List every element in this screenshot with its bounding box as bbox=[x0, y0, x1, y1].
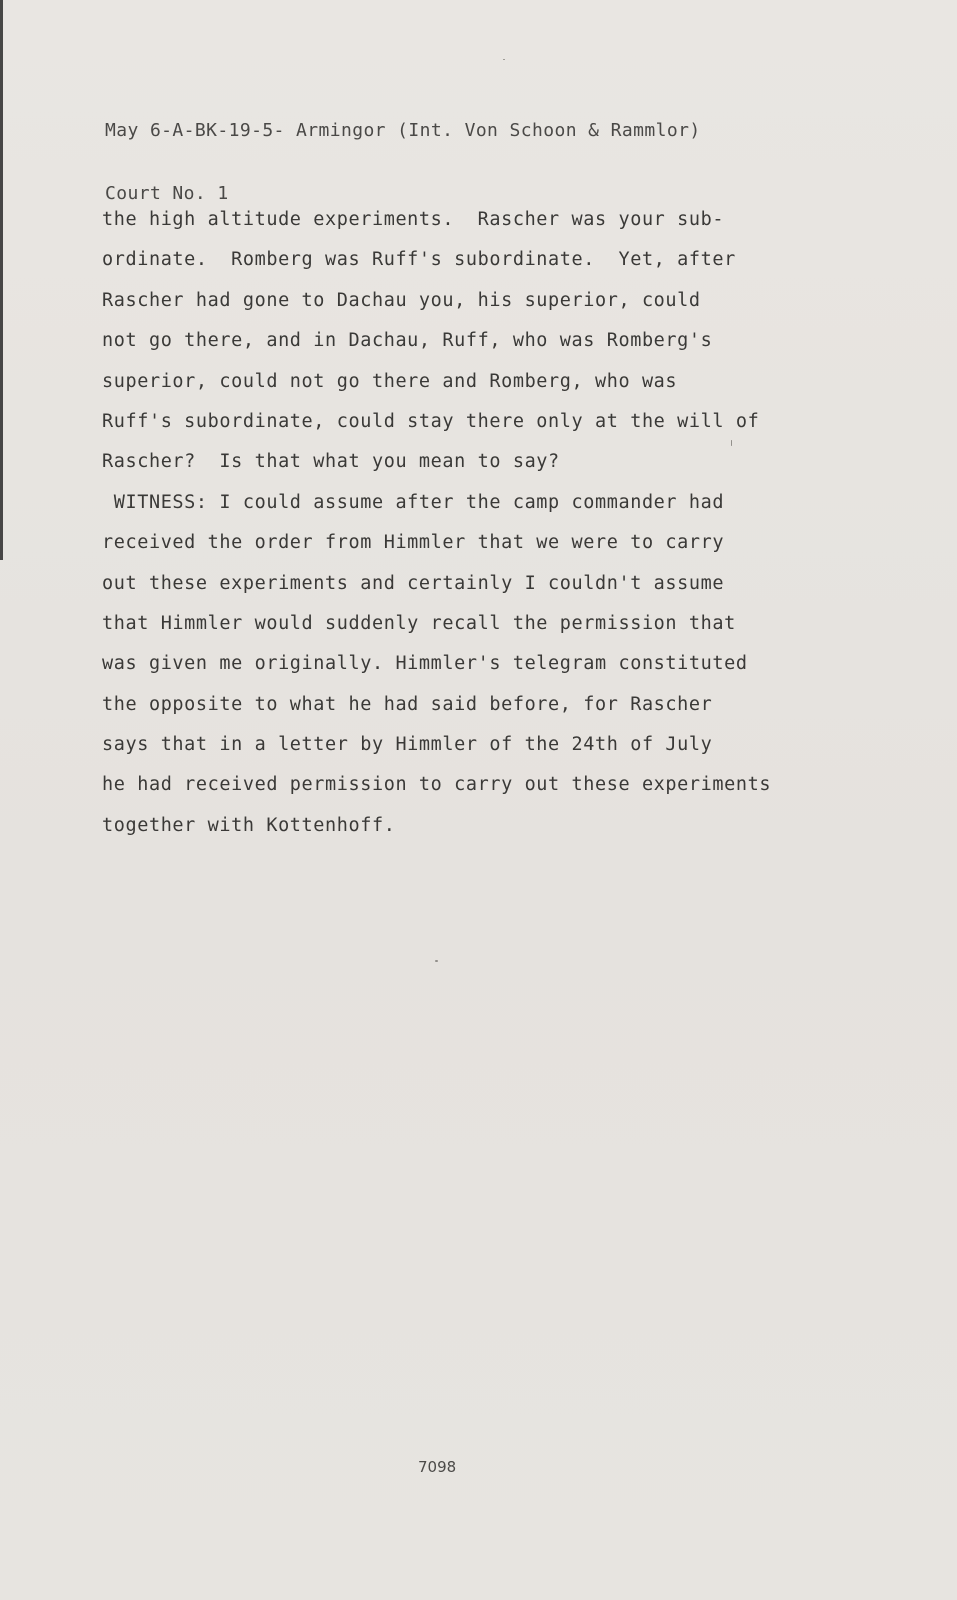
header-court-line: Court No. 1 bbox=[105, 183, 229, 204]
body-line: ordinate. Romberg was Ruff's subordinate. Yet, after bbox=[102, 249, 736, 271]
transcript-body bbox=[102, 200, 802, 846]
body-line: superior, could not go there and Romberg, who was bbox=[102, 370, 678, 392]
body-line: not go there, and in Dachau, Ruff, who was Romberg's bbox=[102, 330, 713, 352]
body-line: the high altitude experiments. Rascher was your sub- bbox=[102, 209, 725, 230]
body-line: out these experiments and certainly I couldn't assume bbox=[102, 572, 725, 594]
body-line: says that in a letter by Himmler of the 24th of July bbox=[102, 734, 713, 756]
body-line: Rascher had gone to Dachau you, his superior, could bbox=[102, 289, 701, 311]
body-line: received the order from Himmler that we were to carry bbox=[102, 532, 725, 554]
body-line: Rascher? Is that what you mean to say? bbox=[102, 451, 560, 473]
body-line-witness: WITNESS: I could assume after the camp commander had bbox=[102, 491, 725, 513]
body-line: that Himmler would suddenly recall the permission that bbox=[102, 612, 736, 634]
body-line: together with Kottenhoff. bbox=[102, 814, 396, 836]
body-line: he had received permission to carry out these experiments bbox=[102, 774, 772, 796]
paper-speck bbox=[435, 960, 438, 962]
binding-edge bbox=[0, 0, 3, 560]
page-number: 7098 bbox=[418, 1458, 457, 1476]
body-line: Ruff's subordinate, could stay there only at the will of bbox=[102, 410, 760, 432]
body-line: was given me originally. Himmler's telegram constituted bbox=[102, 653, 748, 675]
body-line: the opposite to what he had said before, for Rascher bbox=[102, 693, 713, 715]
header-session-line: May 6-A-BK-19-5- Armingor (Int. Von Schoon & Rammlor) bbox=[105, 120, 701, 141]
paper-speck bbox=[503, 59, 505, 60]
paper-speck bbox=[731, 440, 732, 446]
